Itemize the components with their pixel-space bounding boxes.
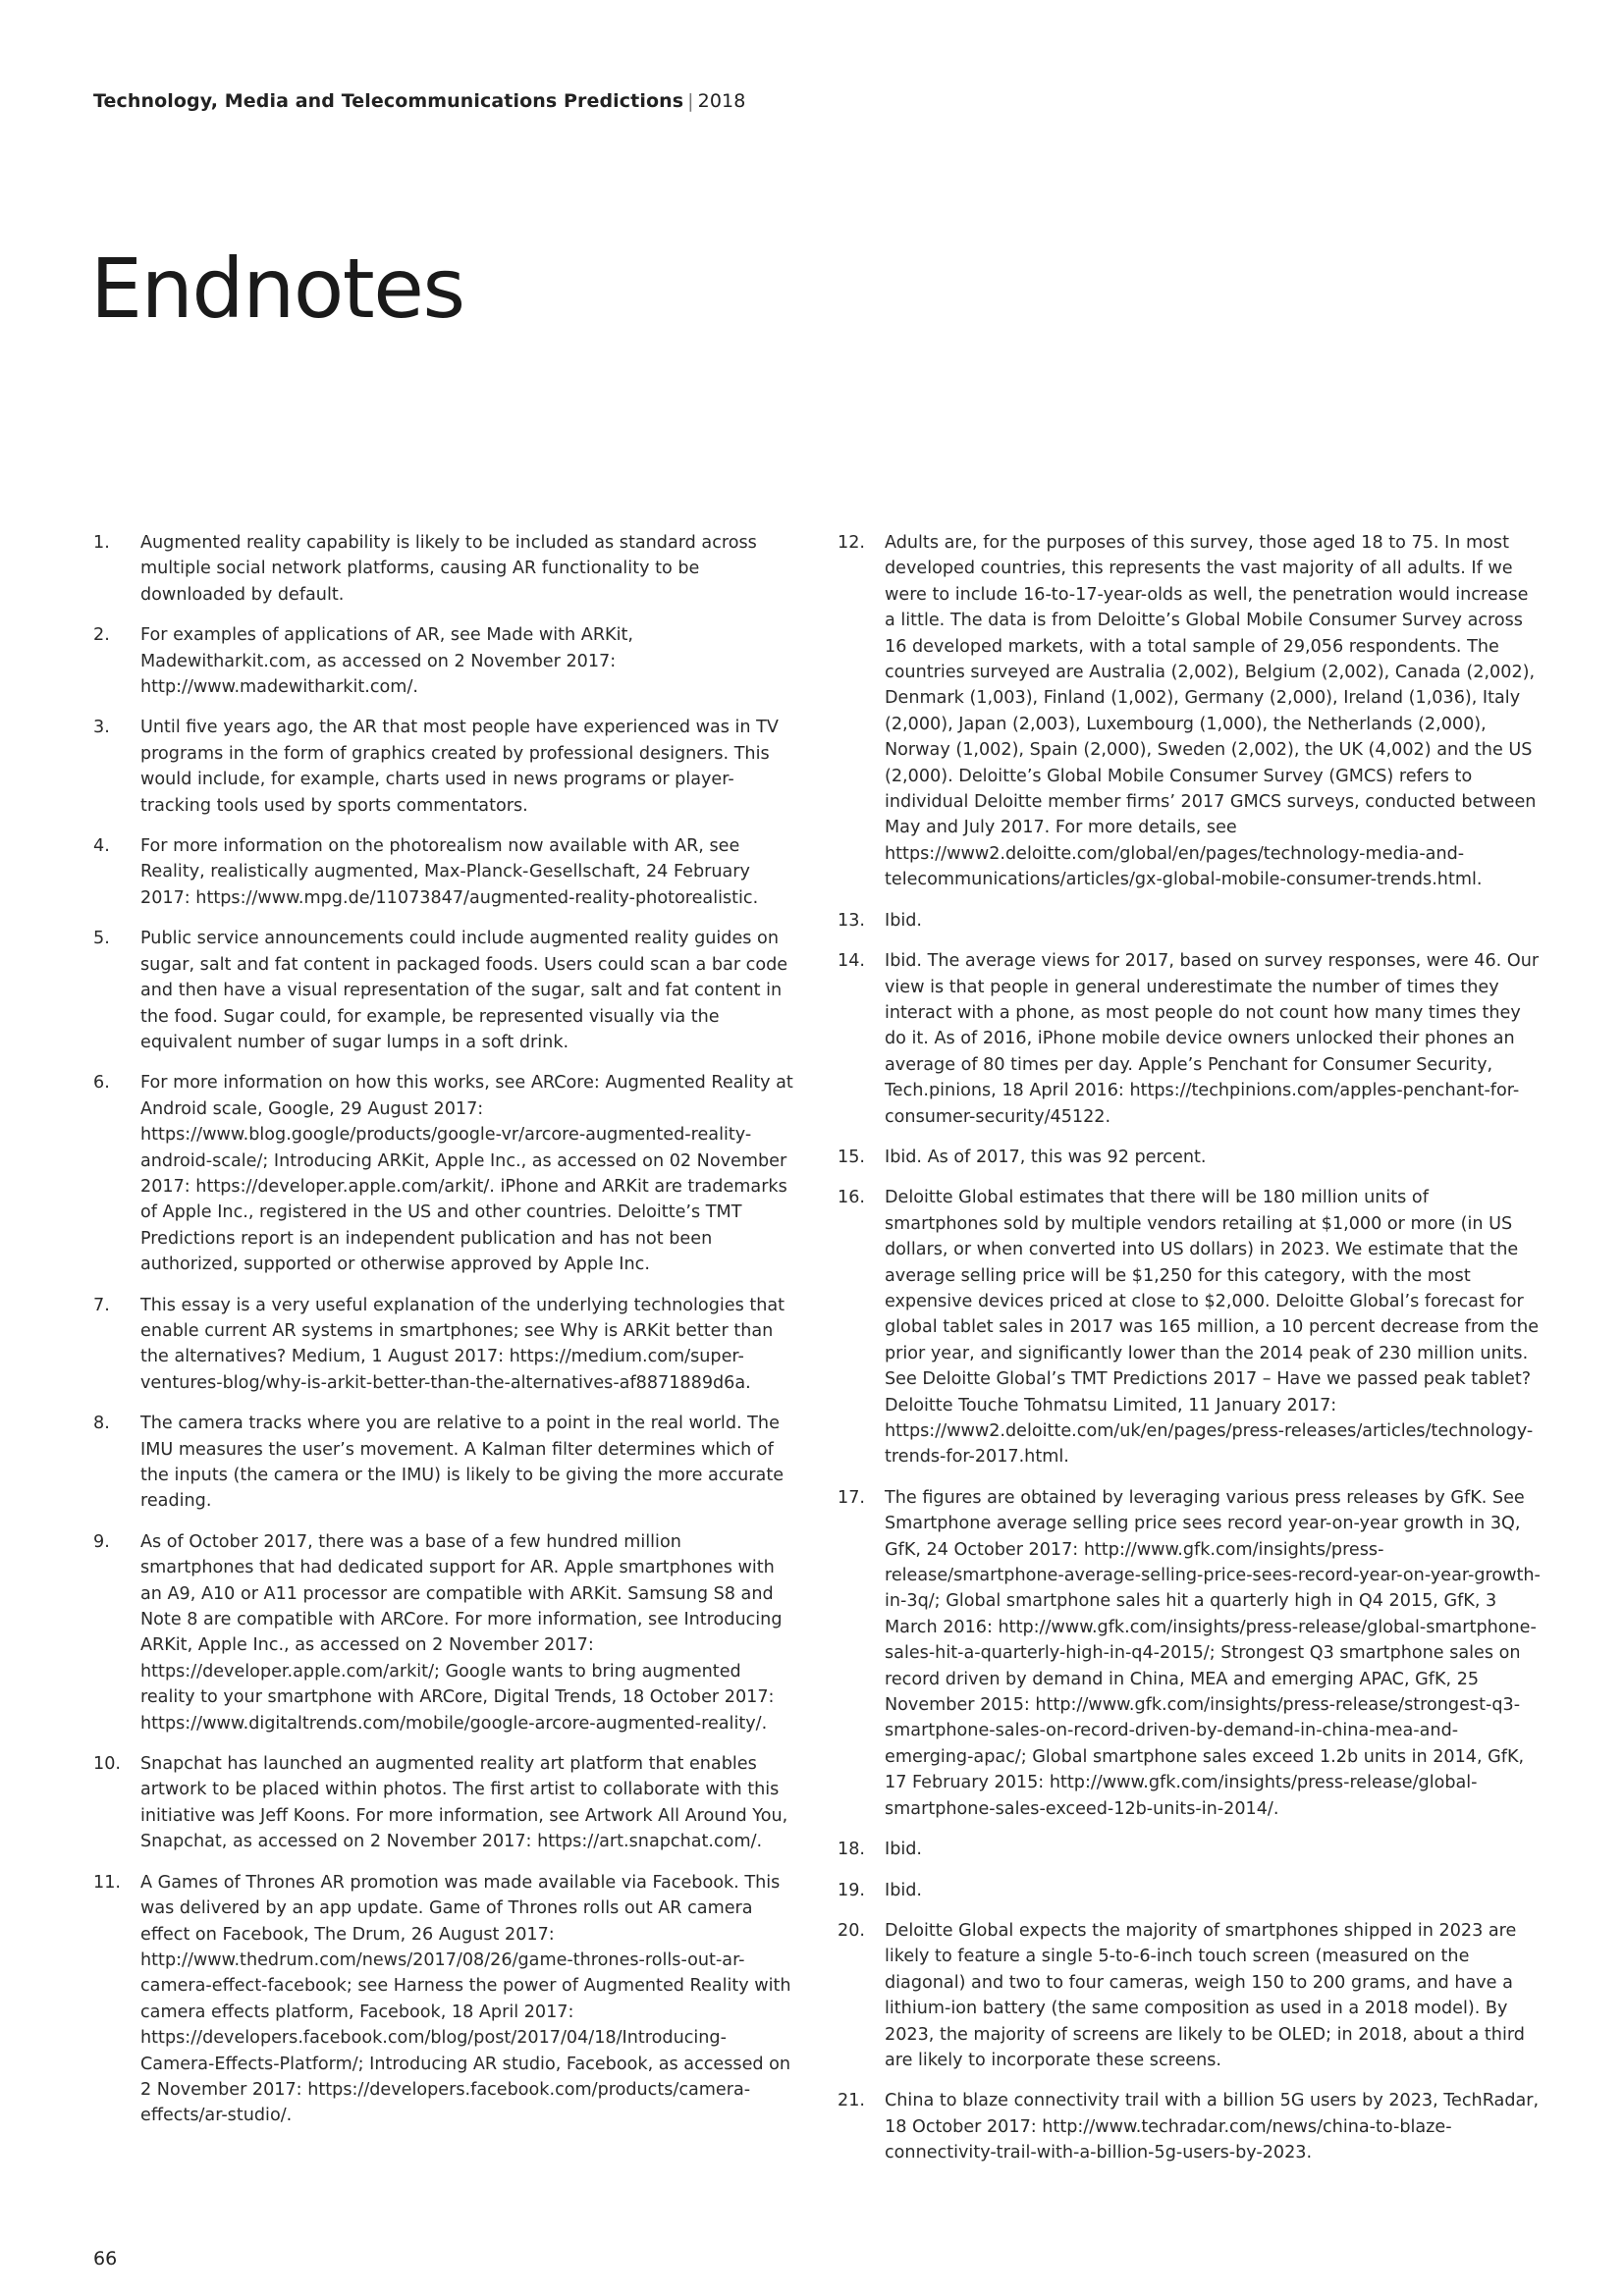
endnote-text: China to blaze connectivity trail with a billion 5G users by 2023, TechRadar, 18 October 2017: http://www.techradar.com/news/china-to-blaze-connectivity-trail-with-a-billion-5g-users-by-2023. xyxy=(885,2091,1540,2163)
endnote-item xyxy=(93,530,796,608)
header-year: 2018 xyxy=(697,90,746,112)
endnote-item xyxy=(838,908,1541,934)
endnote-text: For more information on the photorealism now available with AR, see Reality, realistically augmented, Max-Planck-Gesellschaft, 24 February 2017: https://www.mpg.de/11073847/augmented-reality-photorealistic. xyxy=(140,836,759,908)
endnote-text: Public service announcements could include augmented reality guides on sugar, salt and fat content in packaged foods. Users could scan a bar code and then have a visual representation of the sugar, salt and fat content in the food. Sugar could, for example, be represented visually via the equivalent number of sugar lumps in a soft drink. xyxy=(140,929,788,1052)
endnote-number: 8. xyxy=(93,1414,110,1434)
endnote-number: 10. xyxy=(93,1754,121,1775)
endnote-text: Deloitte Global estimates that there will be 180 million units of smartphones sold by multiple vendors retailing at $1,000 or more (in US dollars, or when converted into US dollars) in 2023. We estimate that the average selling price will be $1,250 for this category, with the most expensive devices priced at close to $2,000. Deloitte Global’s forecast for global tablet sales in 2017 was 165 million, a 10 percent decrease from the prior year, and significantly lower than the 2014 peak of 230 million units. See Deloitte Global’s TMT Predictions 2017 – Have we passed peak tablet? Deloitte Touche Tohmatsu Limited, 11 January 2017: https://www2.deloitte.com/uk/en/pages/press-releases/articles/technology-trends-for-2017.html. xyxy=(885,1188,1540,1468)
endnote-item xyxy=(93,715,796,819)
endnote-number: 16. xyxy=(838,1188,865,1208)
endnote-item xyxy=(93,1529,796,1736)
header-separator: | xyxy=(687,90,694,112)
endnote-number: 19. xyxy=(838,1880,865,1900)
endnote-item xyxy=(838,1185,1541,1469)
endnote-text: Snapchat has launched an augmented reality art platform that enables artwork to be placed within photos. The first artist to collaborate with this initiative was Jeff Koons. For more information, see Artwork All Around You, Snapchat, as accessed on 2 November 2017: https://art.snapchat.com/. xyxy=(140,1754,788,1852)
endnote-item xyxy=(838,1145,1541,1170)
endnote-number: 11. xyxy=(93,1872,121,1893)
endnote-text: For examples of applications of AR, see Made with ARKit, Madewitharkit.com, as accessed on 2 November 2017: http://www.madewitharkit.com/. xyxy=(140,625,633,698)
endnote-number: 12. xyxy=(838,533,865,553)
endnote-text: Deloitte Global expects the majority of smartphones shipped in 2023 are likely to feature a single 5-to-6-inch touch screen (measured on the diagonal) and two to four cameras, weigh 150 to 200 grams, and have a lithium-ion battery (the same composition as used in a 2018 model). By 2023, the majority of screens are likely to be OLED; in 2018, about a third are likely to incorporate these screens. xyxy=(885,1920,1525,2070)
endnote-text: Augmented reality capability is likely to be included as standard across multiple social network platforms, causing AR functionality to be downloaded by default. xyxy=(140,533,757,605)
endnote-item xyxy=(93,1411,796,1515)
endnote-item xyxy=(93,833,796,911)
endnote-item xyxy=(93,1293,796,1397)
endnote-item xyxy=(838,2088,1541,2165)
page-number: 66 xyxy=(93,2248,118,2269)
endnote-text: Ibid. xyxy=(885,1840,923,1860)
endnote-item xyxy=(93,1070,796,1277)
endnote-item xyxy=(838,1878,1541,1903)
endnote-number: 13. xyxy=(838,910,865,931)
endnote-number: 7. xyxy=(93,1295,110,1315)
header-title: Technology, Media and Telecommunications Predictions xyxy=(93,90,684,112)
endnote-number: 5. xyxy=(93,929,110,949)
endnote-text: Adults are, for the purposes of this survey, those aged 18 to 75. In most developed countries, this represents the vast majority of all adults. If we were to include 16-to-17-year-olds as well, the penetration would increase a little. The data is from Deloitte’s Global Mobile Consumer Survey across 16 developed markets, with a total sample of 29,056 respondents. The countries surveyed are Australia (2,002), Belgium (2,002), Canada (2,002), Denmark (1,003), Finland (1,002), Germany (2,000), Ireland (1,036), Italy (2,000), Japan (2,003), Luxembourg (1,000), the Netherlands (2,000), Norway (1,002), Spain (2,000), Sweden (2,002), the UK (4,002) and the US (2,000). Deloitte’s Global Mobile Consumer Survey (GMCS) refers to individual Deloitte member firms’ 2017 GMCS surveys, conducted between May and July 2017. For more details, see https://www2.deloitte.com/global/en/pages/technology-media-and-telecommunications/articles/gx-global-mobile-consumer-trends.html. xyxy=(885,533,1537,890)
endnote-text: For more information on how this works, see ARCore: Augmented Reality at Android scale, Google, 29 August 2017: https://www.blog.google/products/google-vr/arcore-augmented-reality-android-scale/; Introducing ARKit, Apple Inc., as accessed on 02 November 2017: https://developer.apple.com/arkit/. iPhone and ARKit are trademarks of Apple Inc., registered in the US and other countries. Deloitte’s TMT Predictions report is an independent publication and has not been authorized, supported or otherwise approved by Apple Inc. xyxy=(140,1073,793,1275)
endnote-item xyxy=(838,948,1541,1130)
endnote-number: 14. xyxy=(838,951,865,972)
endnote-item xyxy=(93,622,796,700)
endnote-text: This essay is a very useful explanation of the underlying technologies that enable current AR systems in smartphones; see Why is ARKit better than the alternatives? Medium, 1 August 2017: https://medium.com/super-ventures-blog/why-is-arkit-better-than-the-alternatives-af8871889d6a. xyxy=(140,1295,785,1393)
endnote-number: 3. xyxy=(93,718,110,738)
page-title: Endnotes xyxy=(90,240,464,337)
endnote-item xyxy=(93,1751,796,1855)
running-header xyxy=(93,90,745,112)
endnote-number: 9. xyxy=(93,1531,110,1552)
endnote-number: 20. xyxy=(838,1920,865,1941)
endnote-item xyxy=(93,926,796,1055)
endnote-number: 21. xyxy=(838,2091,865,2111)
endnote-text: The camera tracks where you are relative to a point in the real world. The IMU measures the user’s movement. A Kalman filter determines which of the inputs (the camera or the IMU) is likely to be giving the more accurate reading. xyxy=(140,1414,785,1512)
endnote-item xyxy=(838,530,1541,893)
endnote-number: 15. xyxy=(838,1147,865,1167)
endnote-text: Until five years ago, the AR that most people have experienced was in TV programs in the form of graphics created by professional designers. This would include, for example, charts used in news programs or player-tracking tools used by sports commentators. xyxy=(140,718,779,816)
endnote-item xyxy=(838,1485,1541,1822)
endnote-text: A Games of Thrones AR promotion was made available via Facebook. This was delivered by an app update. Game of Thrones rolls out AR camera effect on Facebook, The Drum, 26 August 2017: http://www.thedrum.com/news/2017/08/26/game-thrones-rolls-out-ar-camera-effect-facebook; see Harness the power of Augmented Reality with camera effects platform, Facebook, 18 April 2017: https://developers.facebook.com/blog/post/2017/04/18/Introducing-Camera-Effects-Platform/; Introducing AR studio, Facebook, as accessed on 2 November 2017: https://developers.facebook.com/products/camera-effects/ar-studio/. xyxy=(140,1872,791,2126)
endnote-text: The figures are obtained by leveraging various press releases by GfK. See Smartphone average selling price sees record year-on-year growth in 3Q, GfK, 24 October 2017: http://www.gfk.com/insights/press-release/smartphone-average-selling-price-sees-record-year-on-year-growth-in-3q/; Global smartphone sales hit a quarterly high in Q4 2015, GfK, 3 March 2016: http://www.gfk.com/insights/press-release/global-smartphone-sales-hit-a-quarterly-high-in-q4-2015/; Strongest Q3 smartphone sales on record driven by demand in China, MEA and emerging APAC, GfK, 25 November 2015: http://www.gfk.com/insights/press-release/strongest-q3-smartphone-sales-on-record-driven-by-demand-in-china-mea-and-emerging-apac/; Global smartphone sales exceed 1.2b units in 2014, GfK, 17 February 2015: http://www.gfk.com/insights/press-release/global-smartphone-sales-exceed-12b-units-in-2014/. xyxy=(885,1487,1541,1819)
endnote-text: Ibid. The average views for 2017, based on survey responses, were 46. Our view is that people in general underestimate the number of times they interact with a phone, as most people do not count how many times they do it. As of 2016, iPhone mobile device owners unlocked their phones an average of 80 times per day. Apple’s Penchant for Consumer Security, Tech.pinions, 18 April 2016: https://techpinions.com/apples-penchant-for-consumer-security/45122. xyxy=(885,951,1540,1127)
endnote-number: 18. xyxy=(838,1840,865,1860)
endnote-number: 2. xyxy=(93,625,110,646)
endnote-item xyxy=(838,1837,1541,1862)
endnotes-left-column xyxy=(93,530,796,2144)
endnote-number: 4. xyxy=(93,836,110,857)
endnote-text: Ibid. xyxy=(885,1880,923,1900)
endnotes-right-column xyxy=(838,530,1541,2181)
endnote-text: As of October 2017, there was a base of a few hundred million smartphones that had dedicated support for AR. Apple smartphones with an A9, A10 or A11 processor are compatible with ARKit. Samsung S8 and Note 8 are compatible with ARCore. For more information, see Introducing ARKit, Apple Inc., as accessed on 2 November 2017: https://developer.apple.com/arkit/; Google wants to bring augmented reality to your smartphone with ARCore, Digital Trends, 18 October 2017: https://www.digitaltrends.com/mobile/google-arcore-augmented-reality/. xyxy=(140,1531,783,1734)
endnote-number: 17. xyxy=(838,1487,865,1508)
endnote-text: Ibid. As of 2017, this was 92 percent. xyxy=(885,1147,1207,1167)
endnote-item xyxy=(838,1918,1541,2073)
endnote-number: 6. xyxy=(93,1073,110,1094)
endnote-number: 1. xyxy=(93,533,110,553)
endnote-text: Ibid. xyxy=(885,910,923,931)
endnote-item xyxy=(93,1870,796,2129)
